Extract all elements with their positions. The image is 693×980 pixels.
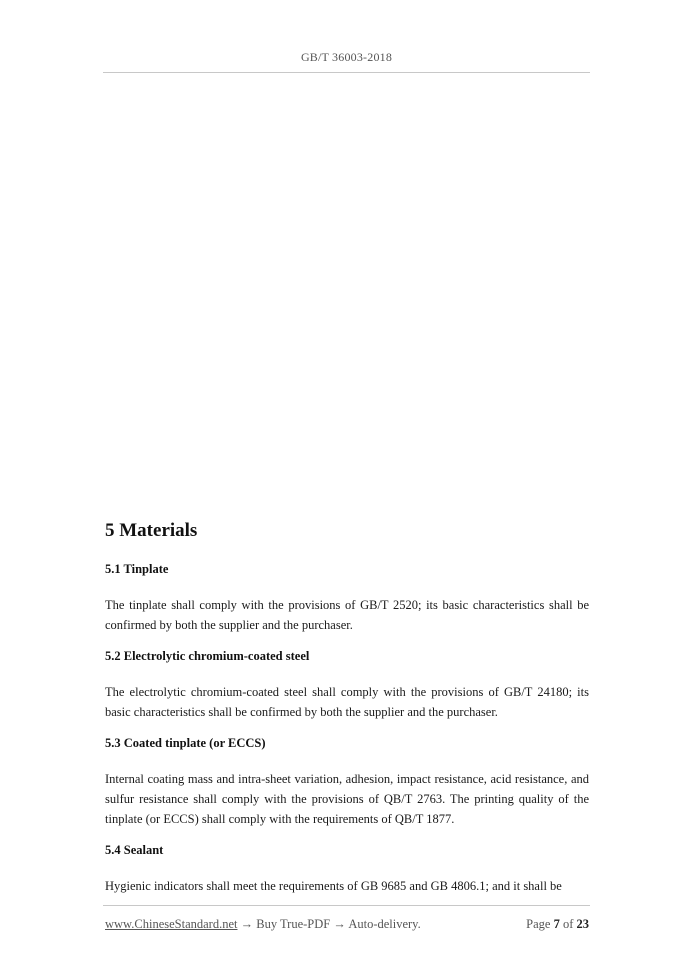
page-header <box>0 50 693 65</box>
arrow-icon: → <box>333 917 346 931</box>
footer-promo <box>105 917 421 932</box>
header-divider <box>103 72 590 73</box>
page-counter <box>526 917 589 932</box>
page-label: Page <box>526 917 551 931</box>
document-body <box>105 520 589 910</box>
paragraph-tinplate: The tinplate shall comply with the provisions of GB/T 2520; its basic characteristics shall be confirmed by both the supplier and the purchaser. <box>105 598 589 632</box>
of-label: of <box>562 917 574 931</box>
buy-pdf-text: Buy True-PDF <box>256 917 331 931</box>
paragraph-sealant: Hygienic indicators shall meet the requirements of GB 9685 and GB 4806.1; and it shall be <box>105 879 562 893</box>
paragraph-chromium-steel: The electrolytic chromium-coated steel shall comply with the provisions of GB/T 24180; its basic characteristics shall be confirmed by both the supplier and the purchaser. <box>105 685 589 719</box>
paragraph-coated-tinplate: Internal coating mass and intra-sheet variation, adhesion, impact resistance, acid resistance, and sulfur resistance shall comply with the provisions of QB/T 2763. The printing quality of the tinplate (or ECCS) shall comply with the requirements of QB/T 1877. <box>105 772 589 826</box>
subsection-title-5-2: 5.2 Electrolytic chromium-coated steel <box>105 649 310 663</box>
standard-code: GB/T 36003-2018 <box>300 50 393 64</box>
website-link[interactable]: www.ChineseStandard.net <box>105 917 238 931</box>
footer-divider <box>103 905 590 906</box>
total-pages: 23 <box>576 917 589 931</box>
delivery-text: Auto-delivery. <box>348 917 421 931</box>
subsection-title-5-4: 5.4 Sealant <box>105 843 164 857</box>
subsection-title-5-3: 5.3 Coated tinplate (or ECCS) <box>105 736 266 750</box>
page-number: 7 <box>553 917 560 931</box>
arrow-icon: → <box>240 917 254 931</box>
section-title: 5 Materials <box>105 520 198 541</box>
subsection-title-5-1: 5.1 Tinplate <box>105 562 169 576</box>
